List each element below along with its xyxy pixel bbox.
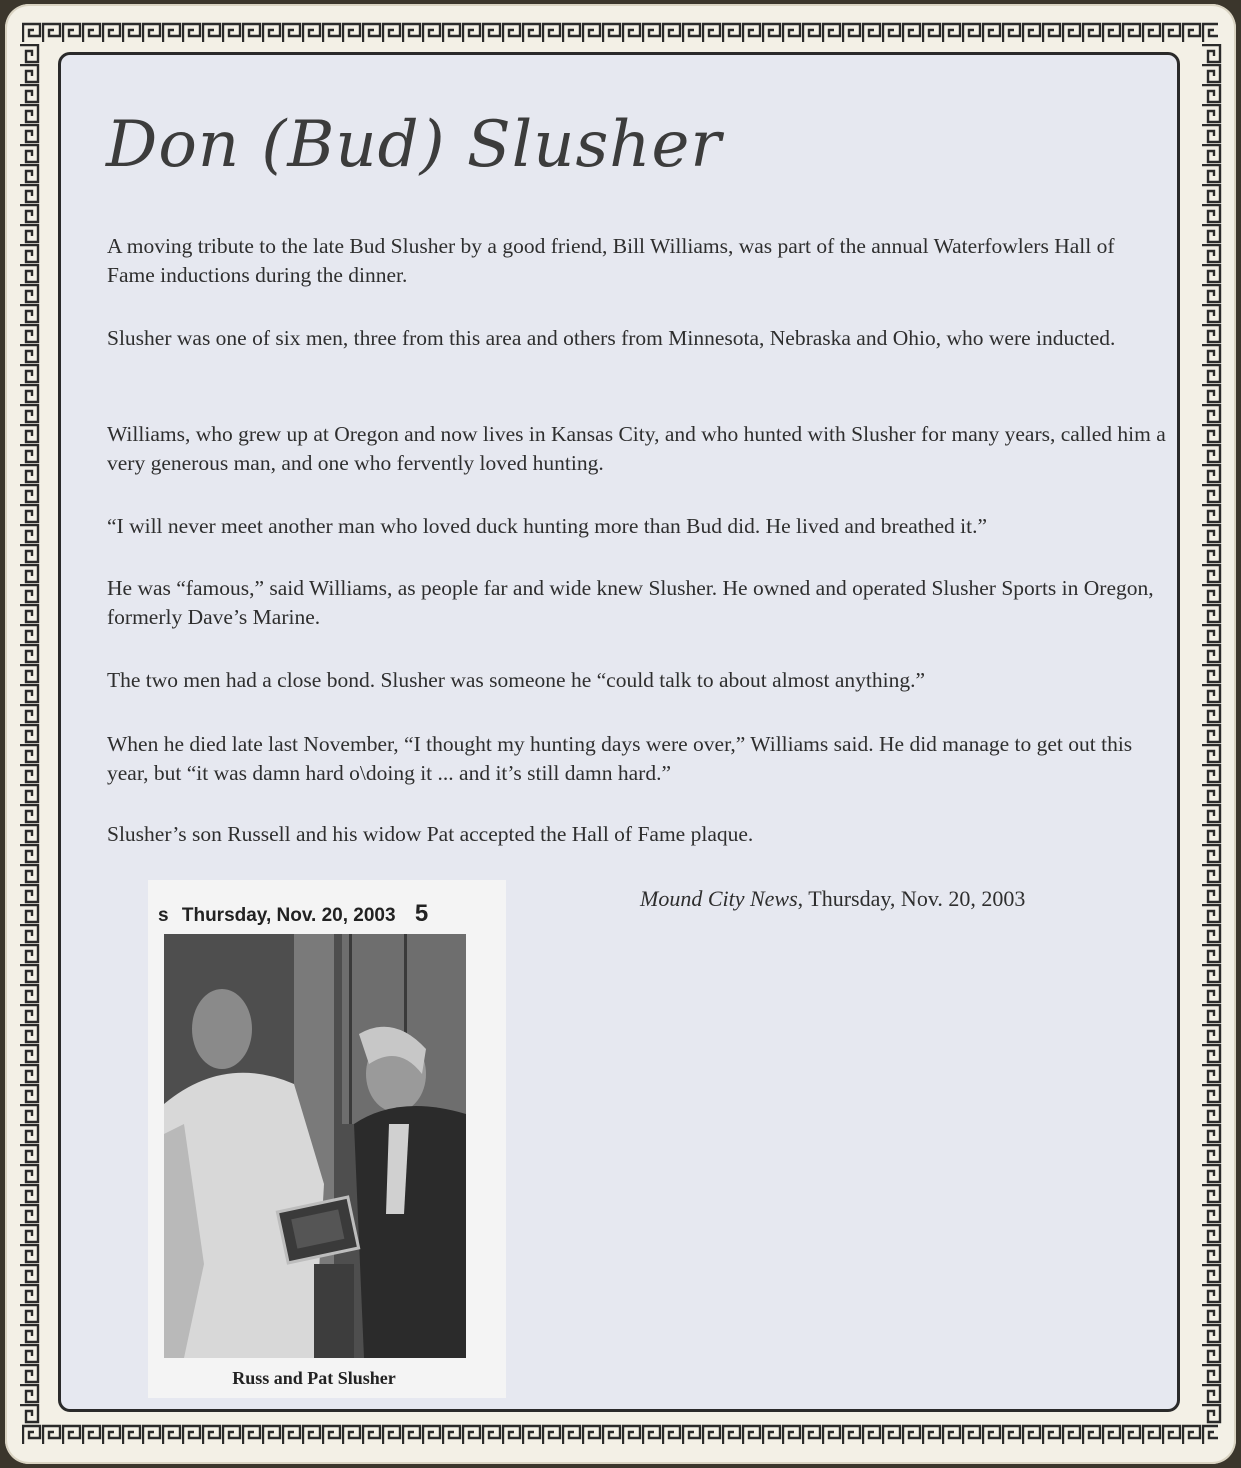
border-pattern-right [1200,44,1222,1424]
clipping-photo [164,934,466,1358]
greek-key-border-left [18,44,40,1424]
paragraph-6: The two men had a close bond. Slusher was someone he “could talk to about almost anything.” [107,668,926,692]
photo-illustration [164,934,466,1358]
clipping-page-number: 5 [414,900,429,927]
border-pattern-top [22,22,1218,44]
clipping-header-prefix: s [158,905,169,926]
paragraph-5: He was “famous,” said Williams, as people far and wide knew Slusher. He owned and operated Slusher Sports in Oregon, formerly Dave’s Marine. [107,576,1154,629]
paragraph-4: “I will never meet another man who loved duck hunting more than Bud did. He lived and breathed it.” [107,514,988,538]
paragraph-8: Slusher’s son Russell and his widow Pat accepted the Hall of Fame plaque. [107,822,754,846]
paragraph-3: Williams, who grew up at Oregon and now lives in Kansas City, and who hunted with Slusher for many years, called him a very generous man, and one who fervently loved hunting. [107,422,1166,475]
clipping-caption: Russ and Pat Slusher [232,1368,396,1388]
newspaper-clipping [148,880,506,1398]
greek-key-border-bottom [22,1424,1218,1446]
publication-name: Mound City News [640,886,798,911]
page-title: Don (Bud) Slusher [106,108,722,182]
paragraph-1: A moving tribute to the late Bud Slusher by a good friend, Bill Williams, was part of the annual Waterfowlers Hall of Fame inductions during the dinner. [107,234,1115,287]
paragraph-7: When he died late last November, “I thought my hunting days were over,” Williams said. He did manage to get out this year, but “it was damn hard o\doing it ... and it’s still damn hard.” [107,732,1133,785]
border-pattern-left [18,44,40,1424]
border-pattern-bottom [22,1424,1218,1446]
greek-key-border-top [22,22,1218,44]
greek-key-border-right [1200,44,1222,1424]
source-citation [640,886,1025,912]
paragraph-2: Slusher was one of six men, three from this area and others from Minnesota, Nebraska and Ohio, who were inducted. [107,326,1116,350]
publication-date: , Thursday, Nov. 20, 2003 [797,886,1026,911]
clipping-header [158,900,428,928]
clipping-date: Thursday, Nov. 20, 2003 [181,905,396,926]
